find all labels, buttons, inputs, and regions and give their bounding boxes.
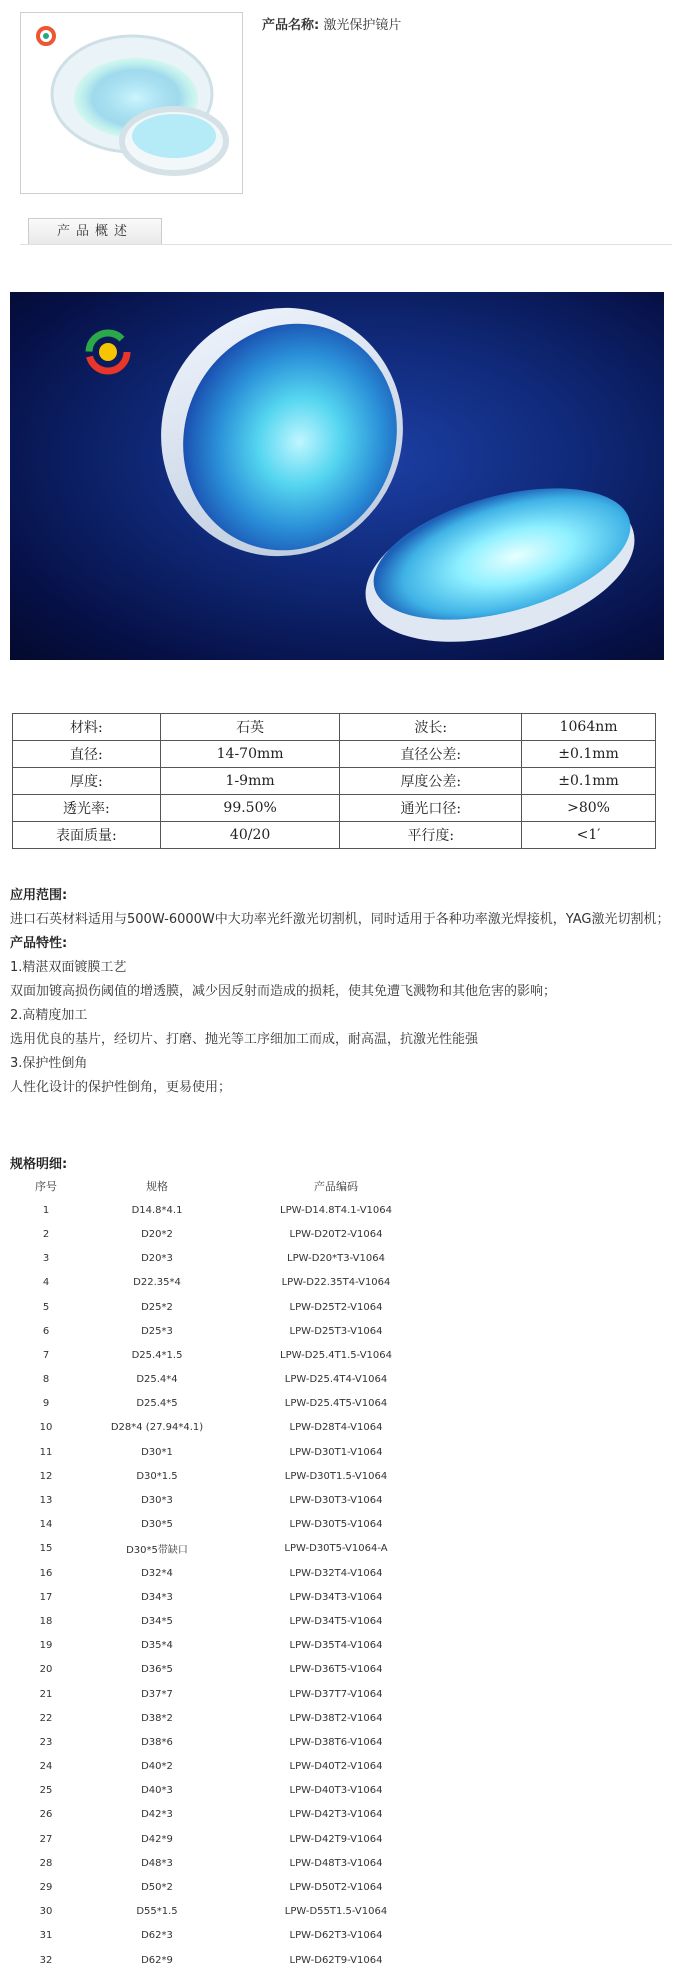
row-index: 32	[39, 1954, 53, 1966]
spec-value: 石英	[160, 714, 340, 741]
application-heading: 应用范围:	[10, 888, 68, 903]
product-name	[262, 14, 401, 33]
table-row	[10, 1658, 440, 1682]
row-spec: D42*3	[141, 1809, 173, 1821]
feature-2-text: 选用优良的基片，经切片、打磨、抛光等工序细加工而成，耐高温，抗激光性能强	[10, 1032, 479, 1047]
row-spec: D25.4*1.5	[131, 1349, 183, 1361]
row-code: LPW-D34T3-V1064	[289, 1591, 383, 1603]
row-index: 18	[39, 1615, 53, 1627]
row-code: LPW-D28T4-V1064	[289, 1422, 383, 1434]
spec-value: ±0.1mm	[522, 741, 656, 768]
spec-row	[13, 822, 656, 849]
row-index: 30	[39, 1906, 53, 1918]
details-heading: 规格明细:	[10, 1157, 68, 1172]
row-spec: D38*6	[141, 1736, 173, 1748]
row-index: 25	[39, 1785, 53, 1797]
row-spec: D25.4*4	[136, 1374, 178, 1386]
row-index: 16	[39, 1567, 53, 1579]
spec-row	[13, 795, 656, 822]
spec-table	[12, 713, 656, 849]
row-index: 31	[39, 1930, 53, 1942]
row-code: LPW-D30T5-V1064-A	[284, 1543, 388, 1555]
spec-value: <1′	[522, 822, 656, 849]
row-code: LPW-D50T2-V1064	[289, 1882, 383, 1894]
row-spec: D25*3	[141, 1325, 173, 1337]
row-spec: D55*1.5	[136, 1906, 178, 1918]
row-index: 11	[39, 1446, 53, 1458]
row-code: LPW-D32T4-V1064	[289, 1567, 383, 1579]
row-spec: D42*9	[141, 1833, 173, 1845]
row-code: LPW-D55T1.5-V1064	[284, 1906, 388, 1918]
spec-label: 厚度:	[13, 768, 161, 795]
table-row	[10, 1319, 440, 1343]
row-index: 17	[39, 1591, 53, 1603]
row-index: 5	[42, 1301, 50, 1313]
row-spec: D28*4 (27.94*4.1)	[110, 1422, 204, 1434]
row-code: LPW-D20*T3-V1064	[287, 1253, 385, 1265]
row-index: 15	[39, 1543, 53, 1555]
spec-row	[13, 714, 656, 741]
product-thumbnail[interactable]	[20, 12, 243, 194]
row-code: LPW-D42T9-V1064	[289, 1833, 383, 1845]
spec-label: 材料:	[13, 714, 161, 741]
row-spec: D30*1.5	[136, 1470, 178, 1482]
product-photo	[10, 292, 664, 660]
row-index: 8	[42, 1374, 50, 1386]
row-code: LPW-D38T6-V1064	[289, 1736, 383, 1748]
table-row	[10, 1755, 440, 1779]
row-index: 21	[39, 1688, 53, 1700]
row-code: LPW-D22.35T4-V1064	[281, 1277, 391, 1289]
product-thumbnail-image	[24, 16, 239, 190]
row-spec: D30*1	[141, 1446, 173, 1458]
row-index: 1	[42, 1204, 50, 1216]
row-index: 20	[39, 1664, 53, 1676]
spec-label: 透光率:	[13, 795, 161, 822]
spec-label: 平行度:	[340, 822, 522, 849]
application-text: 进口石英材料适用与500W-6000W中大功率光纤激光切割机，同时适用于各种功率激光焊接机，YAG激光切割机；	[10, 912, 670, 927]
table-row	[10, 1706, 440, 1730]
row-index: 26	[39, 1809, 53, 1821]
row-index: 29	[39, 1882, 53, 1894]
row-index: 12	[39, 1470, 53, 1482]
feature-1-text: 双面加镀高损伤阈值的增透膜，减少因反射而造成的损耗，使其免遭飞溅物和其他危害的影响；	[10, 984, 557, 999]
product-name-value: 激光保护镜片	[323, 18, 402, 33]
feature-2-title: 2.高精度加工	[10, 1008, 88, 1023]
row-index: 9	[42, 1398, 50, 1410]
table-row	[10, 1440, 440, 1464]
spec-row	[13, 768, 656, 795]
row-code: LPW-D25.4T5-V1064	[284, 1398, 388, 1410]
row-spec: D34*3	[141, 1591, 173, 1603]
table-row	[10, 1827, 440, 1851]
spec-label: 厚度公差:	[340, 768, 522, 795]
row-spec: D30*5带缺口	[126, 1545, 188, 1557]
table-row	[10, 1585, 440, 1609]
row-spec: D30*5	[141, 1519, 173, 1531]
table-row	[10, 1779, 440, 1803]
table-row	[10, 1392, 440, 1416]
row-spec: D62*3	[141, 1930, 173, 1942]
row-spec: D62*9	[141, 1954, 173, 1966]
row-spec: D14.8*4.1	[131, 1204, 183, 1216]
row-spec: D30*3	[141, 1495, 173, 1507]
row-index: 4	[42, 1277, 50, 1289]
table-row	[10, 1875, 440, 1899]
tab-product-overview[interactable]: 产品概述	[28, 218, 162, 244]
table-row	[10, 1609, 440, 1633]
row-spec: D37*7	[141, 1688, 173, 1700]
row-code: LPW-D30T1-V1064	[289, 1446, 383, 1458]
row-code: LPW-D25.4T4-V1064	[284, 1374, 388, 1386]
features-heading: 产品特性:	[10, 936, 68, 951]
row-code: LPW-D62T3-V1064	[289, 1930, 383, 1942]
row-code: LPW-D37T7-V1064	[289, 1688, 383, 1700]
tab-divider	[20, 244, 672, 245]
row-spec: D34*5	[141, 1615, 173, 1627]
spec-value: ±0.1mm	[522, 768, 656, 795]
spec-value: 1064nm	[522, 714, 656, 741]
table-row	[10, 1948, 440, 1972]
table-row	[10, 1634, 440, 1658]
table-row	[10, 1271, 440, 1295]
table-row	[10, 1924, 440, 1948]
row-spec: D25.4*5	[136, 1398, 178, 1410]
row-code: LPW-D42T3-V1064	[289, 1809, 383, 1821]
row-code: LPW-D38T2-V1064	[289, 1712, 383, 1724]
row-spec: D35*4	[141, 1640, 173, 1652]
table-row	[10, 1900, 440, 1924]
header-index: 序号	[35, 1180, 57, 1194]
spec-value: >80%	[522, 795, 656, 822]
spec-label: 直径:	[13, 741, 161, 768]
table-row	[10, 1247, 440, 1271]
row-index: 7	[42, 1349, 50, 1361]
table-row	[10, 1488, 440, 1512]
table-row	[10, 1561, 440, 1585]
row-code: LPW-D14.8T4.1-V1064	[280, 1204, 392, 1216]
row-index: 28	[39, 1857, 53, 1869]
row-index: 2	[42, 1228, 50, 1240]
row-code: LPW-D35T4-V1064	[289, 1640, 383, 1652]
row-code: LPW-D40T3-V1064	[289, 1785, 383, 1797]
table-row	[10, 1295, 440, 1319]
row-code: LPW-D25T3-V1064	[289, 1325, 383, 1337]
table-row	[10, 1416, 440, 1440]
row-spec: D40*3	[141, 1785, 173, 1797]
spec-value: 40/20	[160, 822, 340, 849]
spec-label: 波长:	[340, 714, 522, 741]
row-code: LPW-D30T1.5-V1064	[284, 1470, 388, 1482]
row-code: LPW-D25T2-V1064	[289, 1301, 383, 1313]
table-row	[10, 1343, 440, 1367]
row-code: LPW-D30T5-V1064	[289, 1519, 383, 1531]
row-index: 14	[39, 1519, 53, 1531]
details-header-row	[10, 1174, 440, 1198]
row-index: 3	[42, 1253, 50, 1265]
row-spec: D32*4	[141, 1567, 173, 1579]
feature-3-title: 3.保护性倒角	[10, 1056, 88, 1071]
row-spec: D36*5	[141, 1664, 173, 1676]
table-row	[10, 1513, 440, 1537]
row-index: 6	[42, 1325, 50, 1337]
table-row	[10, 1464, 440, 1488]
spec-label: 通光口径:	[340, 795, 522, 822]
row-spec: D50*2	[141, 1882, 173, 1894]
spec-label: 表面质量:	[13, 822, 161, 849]
row-index: 19	[39, 1640, 53, 1652]
feature-1-title: 1.精湛双面镀膜工艺	[10, 960, 127, 975]
table-row	[10, 1803, 440, 1827]
table-row	[10, 1222, 440, 1246]
row-code: LPW-D36T5-V1064	[289, 1664, 383, 1676]
row-index: 10	[39, 1422, 53, 1434]
product-name-label: 产品名称:	[262, 18, 320, 33]
table-row	[10, 1682, 440, 1706]
product-description	[10, 884, 672, 1100]
header-code: 产品编码	[314, 1180, 358, 1194]
table-row	[10, 1730, 440, 1754]
row-index: 23	[39, 1736, 53, 1748]
row-spec: D22.35*4	[133, 1277, 181, 1289]
row-index: 24	[39, 1761, 53, 1773]
row-index: 27	[39, 1833, 53, 1845]
row-code: LPW-D62T9-V1064	[289, 1954, 383, 1966]
table-row	[10, 1368, 440, 1392]
row-spec: D40*2	[141, 1761, 173, 1773]
row-code: LPW-D30T3-V1064	[289, 1495, 383, 1507]
spec-row	[13, 741, 656, 768]
table-row	[10, 1537, 440, 1561]
row-spec: D38*2	[141, 1712, 173, 1724]
details-table	[10, 1174, 440, 1972]
row-code: LPW-D34T5-V1064	[289, 1615, 383, 1627]
row-spec: D48*3	[141, 1857, 173, 1869]
feature-3-text: 人性化设计的保护性倒角，更易使用；	[10, 1080, 232, 1095]
table-row	[10, 1198, 440, 1222]
row-code: LPW-D48T3-V1064	[289, 1857, 383, 1869]
spec-value: 14-70mm	[160, 741, 340, 768]
table-row	[10, 1851, 440, 1875]
spec-label: 直径公差:	[340, 741, 522, 768]
spec-value: 99.50%	[160, 795, 340, 822]
row-spec: D20*2	[141, 1228, 173, 1240]
row-code: LPW-D40T2-V1064	[289, 1761, 383, 1773]
row-index: 13	[39, 1495, 53, 1507]
row-spec: D25*2	[141, 1301, 173, 1313]
row-code: LPW-D25.4T1.5-V1064	[280, 1349, 392, 1361]
row-spec: D20*3	[141, 1253, 173, 1265]
header-spec: 规格	[146, 1180, 168, 1194]
spec-value: 1-9mm	[160, 768, 340, 795]
row-code: LPW-D20T2-V1064	[289, 1228, 383, 1240]
row-index: 22	[39, 1712, 53, 1724]
